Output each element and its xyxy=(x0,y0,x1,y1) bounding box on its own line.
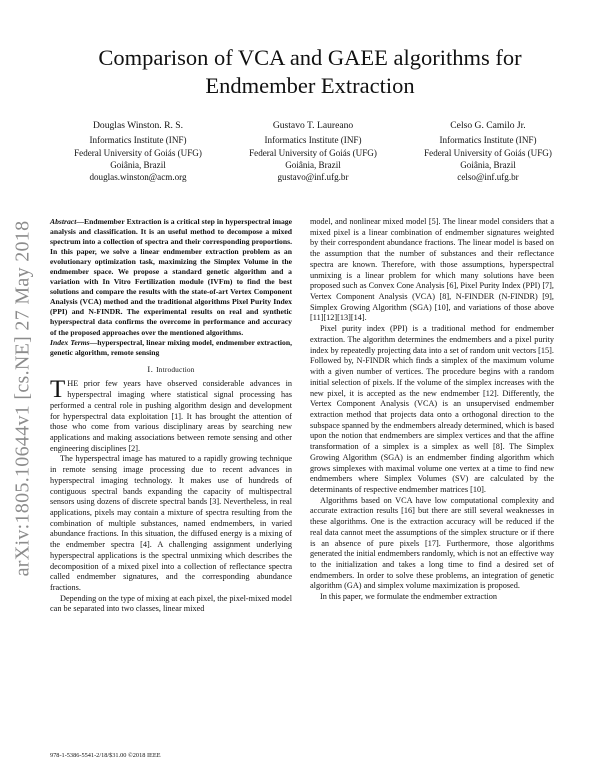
intro-paragraph-1-text: HE prior few years have observed considerable advances in hyperspectral imaging where statistical signal processing has performed a central role in pushing algorithm design and development for hyperspectral data exploitation [1]. It has brought the attention of those who come from various disciplinary areas by searching new applications and making associations between remote sensing and other engineering disciplines [2]. xyxy=(50,379,292,453)
author-name: Douglas Winston. R. S. xyxy=(92,120,184,131)
drop-cap: T xyxy=(50,376,66,404)
right-paragraph-2: Pixel purity index (PPI) is a traditional method for endmember extraction. The algorithm determines the endmembers and a pixel purity index by repeatedly projecting data into a set of random unit vectors [15]. Followed by, N-FINDR which finds a simplex of the maximum volume with a given number of vertices. The procedure begins with a random initial selection of pixels. If the volume of the simplex increases with the new pixel, it is accepted as the new endmember [12]. Differently, the Vertex Component Analysis (VCA) is an unsupervised endmember extraction method that projects data onto a orthogonal direction to the subspace spanned by the endmembers already determined, which is based upon the notion that endmembers are simplex vertices and that the affine transformation of a simplex is a simplex as well [8]. The Simplex Growing Algorithm (SGA) is an endmember finding algorithm which grows simplexes with maximal volume one vertex at a time to find new endmembers where Simplex Volumes (SV) are calculated by the determinants of respective endmember matrices [10]. xyxy=(310,324,554,494)
author-3 xyxy=(402,120,574,183)
author-block xyxy=(52,120,574,183)
author-name: Celso G. Camilo Jr. xyxy=(450,120,526,131)
author-email: celso@inf.ufg.br xyxy=(457,172,519,183)
abstract-lead: Abstract xyxy=(50,217,77,226)
author-institute: Informatics Institute (INF) xyxy=(439,135,537,146)
paper-title: Comparison of VCA and GAEE algorithms for Endmember Extraction xyxy=(98,45,522,98)
right-paragraph-3: Algorithms based on VCA have low computational complexity and accurate extraction results [16] but there are still several weaknesses in these algorithms. One is the extraction accuracy will be reduced if the real data cannot meet the assumptions of the simplex structure or if there is an absence of pure pixels [17]. Furthermore, those algorithms generated the initial endmembers randomly, which is not an effective way to the initialization and takes a long time to find a desired set of endmembers. In order to solve these problems, an integration of genetic algorithm (GA) and simplex volume maximization is proposed. xyxy=(310,495,554,591)
author-2 xyxy=(227,120,399,183)
section-title: Introduction xyxy=(156,364,195,374)
intro-paragraph-2: The hyperspectral image has matured to a rapidly growing technique in remote sensing image processing due to recent advances in hyperspectral imaging technology. It makes use of hundreds of contiguous spectral bands expanding the capacity of multispectral sensors using dozens of discrete spectral bands [3]. Nevertheless, in real applications, pixels may contain a mixture of spectra resulting from the combination of multiple substances, named endmembers, in varied abundance fractions. In this situation, the diffused energy is a mixing of the endmember spectra [4]. A challenging assignment underlying hyperspectral applications is the spectral unmixing which describes the decomposition of a mixed pixel into a collection of reflectance spectra called endmember signatures, and the corresponding abundance fractions. xyxy=(50,454,292,593)
intro-paragraph-3: Depending on the type of mixing at each pixel, the pixel-mixed model can be separated into two classes, linear mixed xyxy=(50,593,292,614)
copyright-notice: 978-1-5386-5541-2/18/$31.00 ©2018 IEEE xyxy=(50,752,161,759)
index-terms xyxy=(50,338,292,358)
section-heading xyxy=(50,365,292,376)
author-university: Federal University of Goiás (UFG) xyxy=(74,147,202,158)
author-email: douglas.winston@acm.org xyxy=(89,172,187,183)
left-column xyxy=(50,217,292,615)
author-1 xyxy=(52,120,224,183)
index-terms-text: —hyperspectral, linear mixing model, endmember extraction, genetic algorithm, remote sensing xyxy=(50,337,292,357)
author-location: Goiânia, Brazil xyxy=(110,159,166,170)
arxiv-stamp-text: arXiv:1805.10644v1 [cs.NE] 27 May 2018 xyxy=(11,220,34,576)
arxiv-identifier-stamp xyxy=(6,188,40,608)
author-name: Gustavo T. Laureano xyxy=(272,120,354,131)
author-university: Federal University of Goiás (UFG) xyxy=(424,147,552,158)
intro-paragraph-1 xyxy=(50,376,292,454)
author-university: Federal University of Goiás (UFG) xyxy=(249,147,377,158)
right-paragraph-4: In this paper, we formulate the endmember extraction xyxy=(320,592,497,602)
author-location: Goiânia, Brazil xyxy=(460,159,516,170)
author-institute: Informatics Institute (INF) xyxy=(264,135,362,146)
author-email: gustavo@inf.ufg.br xyxy=(277,172,349,183)
author-location: Goiânia, Brazil xyxy=(285,159,341,170)
section-number: I. xyxy=(147,364,157,374)
abstract xyxy=(50,217,292,338)
right-paragraph-1: model, and nonlinear mixed model [5]. The linear model considers that a mixed pixel is a linear combination of endmember signatures weighted by their correspondent abundance fractions. The linear model is based on the assumption that the number of substances and their reflectance spectra are known. Therefore, with those assumptions, hyperspectral unmixing is a linear problem for which many solutions have been proposed such as Convex Cone Analysis [6], Pixel Purity Index (PPI) [7], Vertex Component Analysis (VCA) [8], N-FINDER (N-FINDR) [9], Simplex Growing Algorithm (SGA) [10], and variations of those above [11][12][13][14]. xyxy=(310,217,554,323)
index-terms-lead: Index Terms xyxy=(50,337,90,347)
abstract-text: —Endmember Extraction is a critical step in hyperspectral image analysis and classification. It is an useful method to decompose a mixed spectrum into a collection of spectra and their corresponding proportions. In this paper, we solve a linear endmember extraction problem as an evolutionary optimization task, maximizing the Simplex Volume in the endmember space. We propose a standard genetic algorithm and a variation with In Vitro Fertilization module (IVFm) to find the best solutions and compare the results with the state-of-art Vertex Component Analysis (VCA) method and the traditional algorithms Pixel Purity Index (PPI) and N-FINDR. The experimental results on real and synthetic hyperspectral data confirms the overcome in performance and accuracy of the proposed approaches over the mentioned algorithms. xyxy=(50,217,292,337)
right-column xyxy=(310,217,554,603)
author-institute: Informatics Institute (INF) xyxy=(89,135,187,146)
